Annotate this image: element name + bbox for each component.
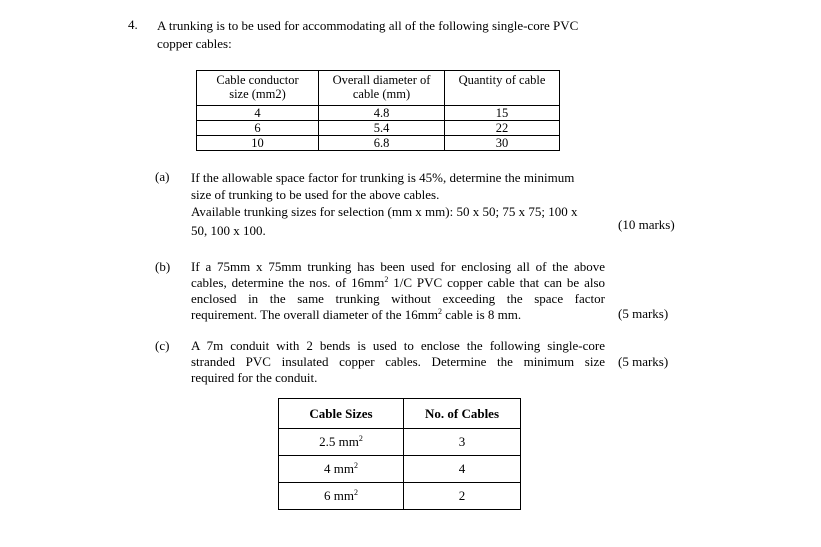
- cell-diameter: 6.8: [319, 136, 445, 151]
- cell-cable-count: 2: [404, 483, 521, 510]
- cable-spec-table: [196, 70, 560, 151]
- table-row: [279, 483, 521, 510]
- table-row: [197, 106, 560, 121]
- table-row: [279, 429, 521, 456]
- part-a-line: If the allowable space factor for trunking is 45%, determine the minimum: [191, 170, 575, 185]
- part-b-text: 1/C PVC copper cable that can be also: [388, 275, 606, 290]
- cell-cable-size: [279, 456, 404, 483]
- table-row: [279, 456, 521, 483]
- question-intro-line-2: copper cables:: [157, 36, 232, 51]
- part-b-line: enclosed in the same trunking without exceeding the space factor: [191, 291, 605, 306]
- part-a-line: 50, 100 x 100.: [191, 223, 266, 238]
- header-overall-diameter: [319, 71, 445, 106]
- table-row: [197, 121, 560, 136]
- header-cable-sizes: Cable Sizes: [279, 399, 404, 429]
- cell-cable-count: 3: [404, 429, 521, 456]
- table-row: [197, 136, 560, 151]
- superscript: 2: [384, 275, 389, 284]
- question-number: 4.: [128, 17, 138, 32]
- part-b-text: cable is 8 mm.: [442, 307, 522, 322]
- cell-quantity: 22: [445, 121, 560, 136]
- part-c-line: required for the conduit.: [191, 370, 318, 385]
- header-quantity: [445, 71, 560, 106]
- cable-count-table: [278, 398, 521, 510]
- part-c-marks: (5 marks): [618, 354, 669, 369]
- size-text: 2.5 mm: [319, 434, 359, 449]
- header-no-of-cables: No. of Cables: [404, 399, 521, 429]
- cell-diameter: 4.8: [319, 106, 445, 121]
- header-text: size (mm2): [229, 87, 286, 101]
- cell-quantity: 30: [445, 136, 560, 151]
- part-c-line: A 7m conduit with 2 bends is used to enclose the following single-core: [191, 338, 605, 353]
- size-text: 4 mm: [324, 461, 354, 476]
- part-a-marks: (10 marks): [618, 217, 675, 232]
- table-header-row: [279, 399, 521, 429]
- part-b-line: [191, 307, 605, 323]
- header-text: cable (mm): [352, 87, 411, 101]
- cell-cable-size: [279, 483, 404, 510]
- question-intro: [157, 17, 627, 53]
- header-text: Overall diameter of: [332, 73, 431, 87]
- part-b-text: requirement. The overall diameter of the 16mm: [191, 307, 439, 322]
- part-c-line: stranded PVC insulated copper cables. Determine the minimum size: [191, 354, 605, 369]
- part-b-text: cables, determine the nos. of 16mm: [191, 275, 385, 290]
- part-b-line: If a 75mm x 75mm trunking has been used for enclosing all of the above: [191, 259, 605, 274]
- part-a-line: Available trunking sizes for selection (mm x mm): 50 x 50; 75 x 75; 100 x: [191, 204, 578, 219]
- header-text: Cable conductor: [216, 73, 299, 87]
- cell-cable-size: [279, 429, 404, 456]
- cell-cable-count: 4: [404, 456, 521, 483]
- table-header-row: [197, 71, 560, 106]
- header-text: Quantity of cable: [458, 73, 546, 87]
- part-a-body: [191, 169, 605, 239]
- superscript: 2: [358, 434, 363, 443]
- cell-size: 4: [197, 106, 319, 121]
- part-b-line: [191, 275, 605, 291]
- part-a-line: size of trunking to be used for the above cables.: [191, 187, 440, 202]
- size-text: 6 mm: [324, 488, 354, 503]
- part-a-label: (a): [155, 169, 170, 184]
- superscript: 2: [353, 488, 358, 497]
- part-b-body: [191, 259, 605, 323]
- superscript: 2: [353, 461, 358, 470]
- part-b-label: (b): [155, 259, 171, 274]
- header-conductor-size: [197, 71, 319, 106]
- cell-size: 10: [197, 136, 319, 151]
- cell-size: 6: [197, 121, 319, 136]
- part-c-body: [191, 338, 605, 386]
- superscript: 2: [438, 307, 443, 316]
- part-b-marks: (5 marks): [618, 306, 669, 321]
- cell-quantity: 15: [445, 106, 560, 121]
- part-c-label: (c): [155, 338, 170, 353]
- cell-diameter: 5.4: [319, 121, 445, 136]
- question-intro-line-1: A trunking is to be used for accommodating all of the following single-core PVC: [157, 18, 579, 33]
